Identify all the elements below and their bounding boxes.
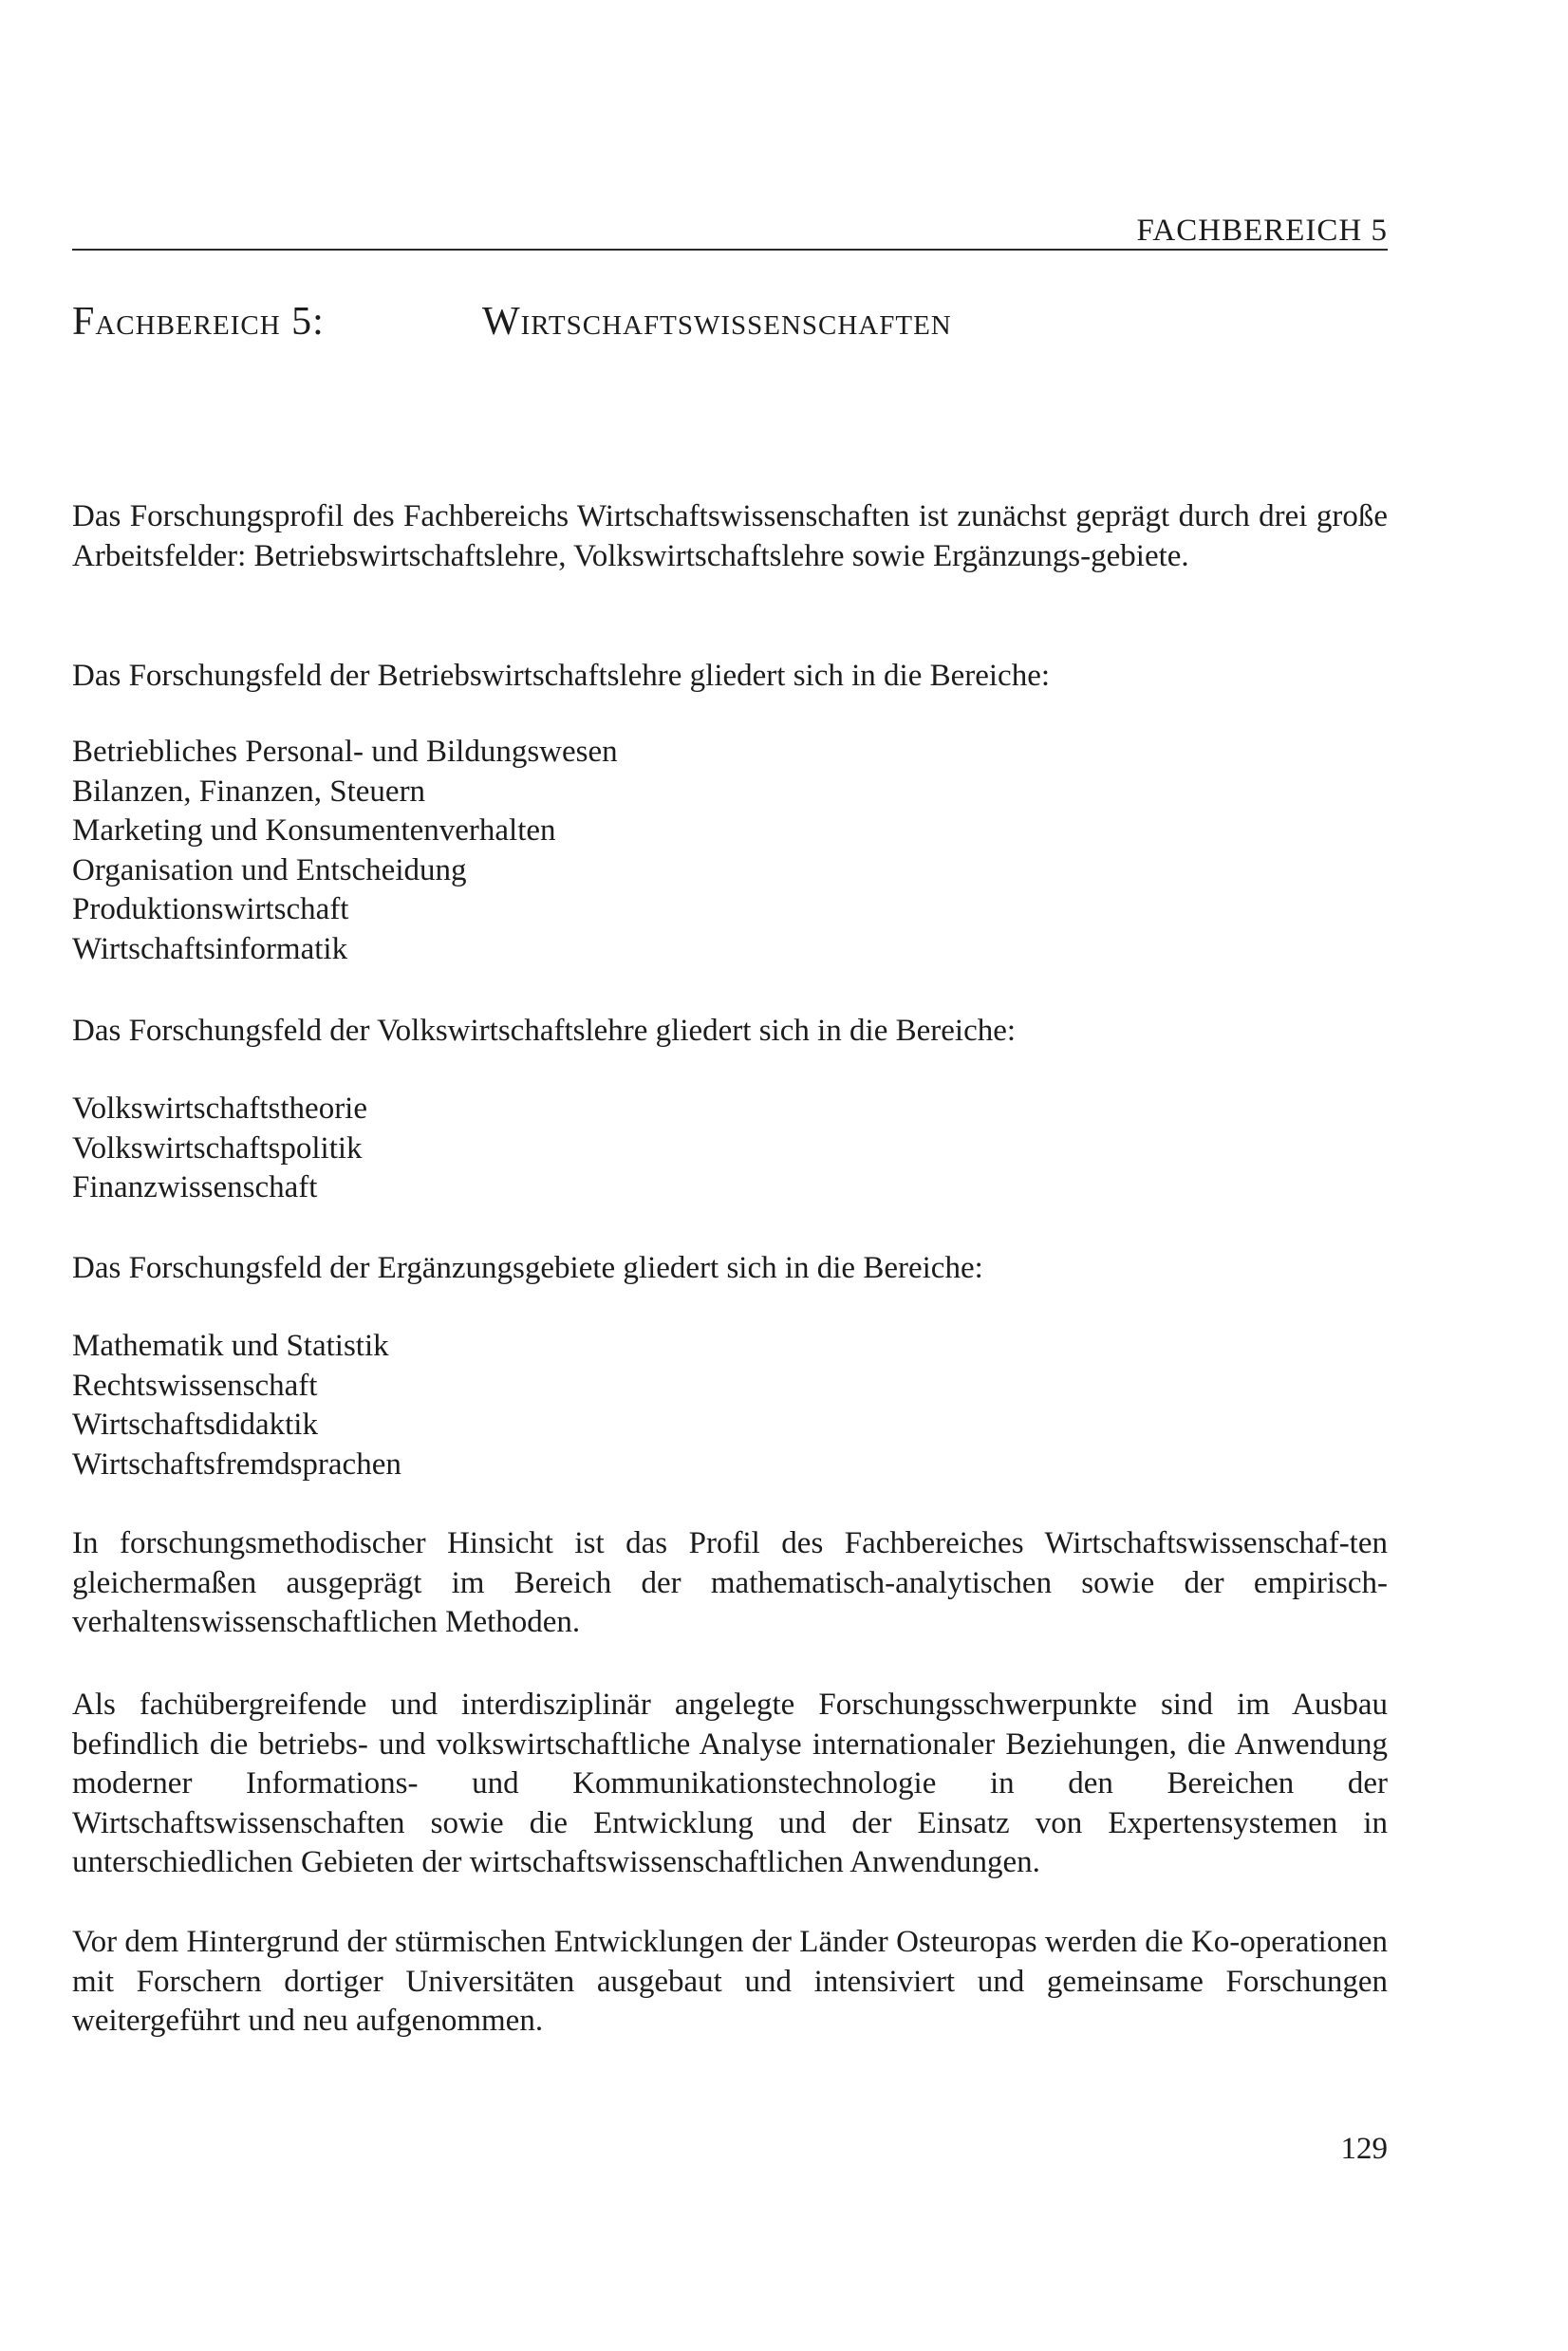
list-item: Volkswirtschaftspolitik [72,1130,363,1166]
erg-list-block [72,1327,1388,1484]
list-item: Produktionswirtschaft [72,892,349,926]
vwl-lead-paragraph: Das Forschungsfeld der Volkswirtschaftslehre gliedert sich in die Bereiche: [72,1014,1017,1048]
methods-block [72,1524,1388,1643]
chapter-label: Fachbereich 5: [72,300,325,344]
chapter-title: Wirtschaftswissenschaften [482,300,952,344]
list-item: Finanzwissenschaft [72,1170,318,1204]
east-block [72,1923,1388,2042]
chapter-heading [72,302,952,342]
list-item: Wirtschaftsdidaktik [72,1408,318,1442]
east-paragraph: Vor dem Hintergrund der stürmischen Entwicklungen der Länder Osteuropas werden die Ko-operationen mit Forschern dortiger Universitäten ausgebaut und intensiviert und gemeinsame Forschungen weitergeführt und neu aufgenommen. [72,1925,1388,2038]
focus-paragraph: Als fachübergreifende und interdisziplinär angelegte Forschungsschwerpunkte sind im Ausbau befindlich die betriebs- und volkswirtschaftliche Analyse internationaler Beziehungen, die Anwendung moderner Informations- und Kommunikationstechnologie in den Bereichen der Wirtschaftswissenschaften sowie die Entwicklung und der Einsatz von Expertensystemen in unterschiedlichen Gebieten der wirtschaftswissenschaftlichen Anwendungen. [72,1688,1388,1879]
bwl-list-block [72,733,1388,969]
list-item: Wirtschaftsfremdsprachen [72,1446,401,1482]
vwl-list-block [72,1090,1388,1208]
bwl-lead-paragraph: Das Forschungsfeld der Betriebswirtschaftslehre gliedert sich in die Bereiche: [72,659,1051,693]
bwl-lead-block [72,657,1388,697]
list-item: Wirtschaftsinformatik [72,931,348,966]
intro-paragraph: Das Forschungsprofil des Fachbereichs Wirtschaftswissenschaften ist zunächst geprägt durch drei große Arbeitsfelder: Betriebswirtschaftslehre, Volkswirtschaftslehre sowie Ergänzungs-gebiete. [72,499,1388,573]
list-item: Betriebliches Personal- und Bildungswesen [72,735,618,769]
intro-paragraph-block [72,497,1388,576]
list-item: Organisation und Entscheidung [72,852,467,887]
erg-list [72,1327,1388,1484]
running-header-title: FACHBEREICH 5 [1136,214,1388,248]
bwl-list [72,733,1388,969]
vwl-lead-block [72,1012,1388,1052]
erg-lead-block [72,1249,1388,1289]
vwl-list [72,1090,1388,1208]
list-item: Mathematik und Statistik [72,1329,389,1363]
running-header [72,203,1388,251]
list-item: Bilanzen, Finanzen, Steuern [72,774,426,809]
erg-lead-paragraph: Das Forschungsfeld der Ergänzungsgebiete gliedert sich in die Bereiche: [72,1251,983,1285]
methods-paragraph: In forschungsmethodischer Hinsicht ist das Profil des Fachbereiches Wirtschaftswissenschaf-ten gleichermaßen ausgeprägt im Bereich der mathematisch-analytischen sowie der empirisch-verhaltenswissenschaftlichen Methoden. [72,1526,1388,1639]
list-item: Marketing und Konsumentenverhalten [72,813,556,848]
page-number: 129 [1340,2132,1388,2166]
list-item: Rechtswissenschaft [72,1368,318,1403]
focus-block [72,1686,1388,1883]
list-item: Volkswirtschaftstheorie [72,1092,368,1126]
